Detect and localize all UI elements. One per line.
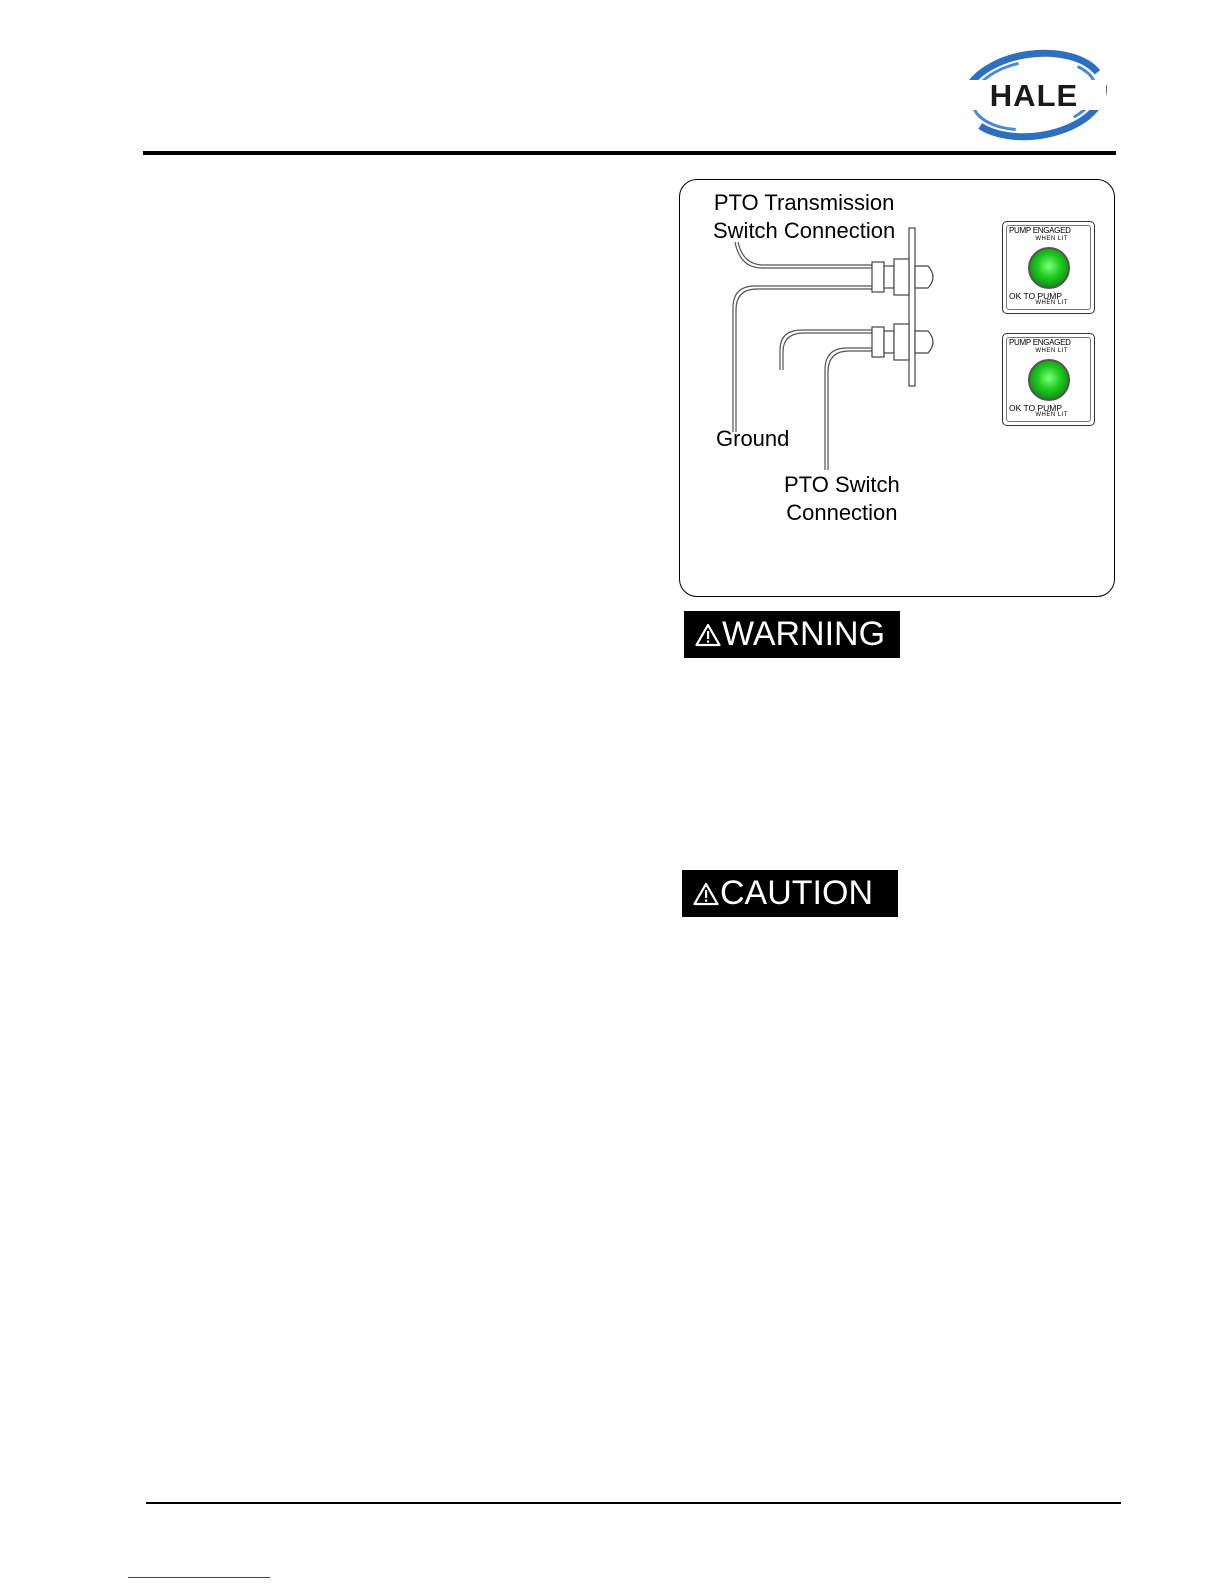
- plate-bottom-sub-label: WHEN LIT: [1035, 300, 1068, 306]
- footer-rule: [146, 1502, 1121, 1504]
- warning-label: WARNING: [722, 615, 886, 653]
- green-indicator-lamp-icon: [1028, 359, 1070, 401]
- plate-top-label: PUMP ENGAGED: [1009, 226, 1071, 235]
- pto-switch-line1: PTO Switch: [784, 472, 900, 497]
- caution-label: CAUTION: [720, 874, 873, 912]
- plate-bottom-label: OK TO PUMP: [1009, 403, 1063, 413]
- pto-switch-line2: Connection: [786, 500, 898, 525]
- plate-top-label: PUMP ENGAGED: [1009, 338, 1071, 347]
- hale-logo: [958, 46, 1110, 144]
- header-rule: [143, 151, 1116, 155]
- svg-text:HALE: HALE: [989, 78, 1079, 113]
- green-indicator-lamp-icon: [1028, 247, 1070, 289]
- pto-switch-callout: [784, 471, 900, 527]
- plate-bottom-label: OK TO PUMP: [1009, 291, 1063, 301]
- pto-transmission-line1: PTO Transmission: [713, 190, 895, 215]
- pto-transmission-line2: Switch Connection: [713, 218, 896, 243]
- warning-triangle-icon: [693, 882, 719, 906]
- plate-top-sub-label: WHEN LIT: [1035, 236, 1068, 242]
- warning-triangle-icon: [695, 623, 721, 647]
- indicator-plate: [1002, 333, 1095, 426]
- pto-wiring-figure: [679, 179, 1115, 597]
- footer-link-underline[interactable]: [128, 1577, 270, 1578]
- plate-top-sub-label: WHEN LIT: [1035, 348, 1068, 354]
- ground-callout: Ground: [716, 426, 790, 451]
- indicator-plate: [1002, 221, 1095, 314]
- caution-banner: [682, 870, 898, 917]
- warning-banner: [684, 611, 900, 658]
- plate-bottom-sub-label: WHEN LIT: [1035, 412, 1068, 418]
- pto-transmission-callout: [713, 189, 895, 245]
